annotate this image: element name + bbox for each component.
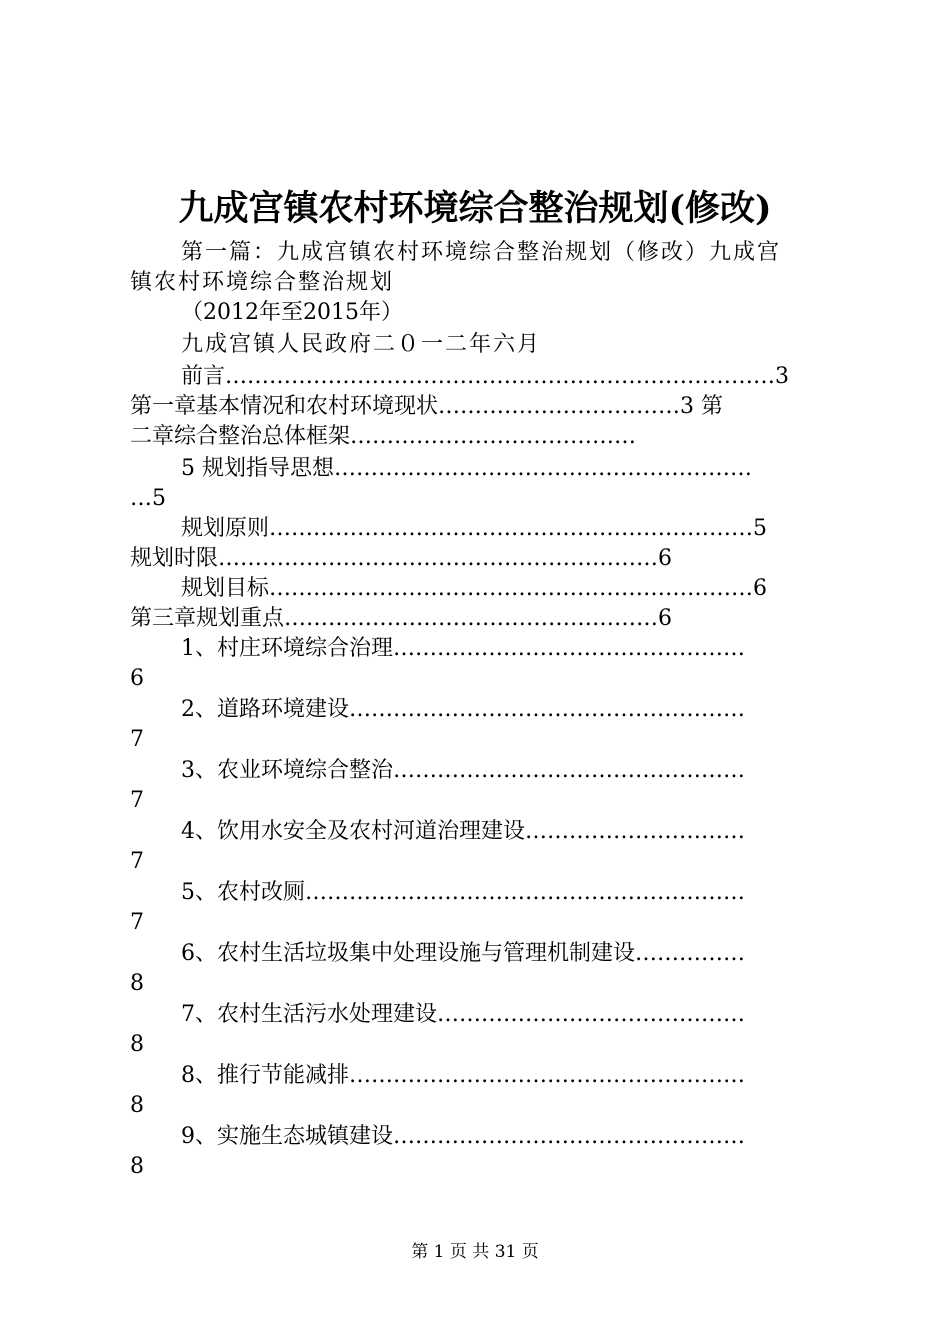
intro-line-1: 第一篇：九成宫镇农村环境综合整治规划（修改）九成宫 [181, 240, 782, 265]
toc-item-text: 2、道路环境建设……………………………………………… [181, 697, 745, 722]
toc-item-page: 7 [130, 910, 144, 935]
toc-item-page: 7 [130, 727, 144, 752]
toc-item-text: 7、农村生活污水处理建设…………………………………… [181, 1002, 745, 1027]
toc-item-page: 7 [130, 788, 144, 813]
toc-guidance: 5 规划指导思想………………………………………………… [181, 456, 752, 481]
toc-principles: 规划原则…………………………………………………………5 [181, 516, 767, 541]
toc-chapter3: 第三章规划重点……………………………………………6 [130, 606, 672, 631]
toc-time-limit: 规划时限……………………………………………………6 [130, 546, 672, 571]
toc-item-page: 6 [130, 666, 144, 691]
toc-item-text: 6、农村生活垃圾集中处理设施与管理机制建设…………… [181, 941, 745, 966]
toc-item-text: 5、农村改厕…………………………………………………… [181, 880, 745, 905]
intro-line-2: 镇农村环境综合整治规划 [130, 270, 395, 295]
date-range: （2012年至2015年） [181, 300, 403, 325]
toc-item-page: 8 [130, 1032, 144, 1057]
toc-item-page: 8 [130, 1154, 144, 1179]
toc-goals: 规划目标…………………………………………………………6 [181, 576, 767, 601]
toc-preface: 前言…………………………………………………………………3 [181, 364, 789, 389]
toc-item-page: 8 [130, 1093, 144, 1118]
page-footer: 第 1 页 共 31 页 [411, 1242, 539, 1262]
toc-item-page: 8 [130, 971, 144, 996]
toc-chapter2-line: 二章综合整治总体框架………………………………… [130, 424, 637, 449]
toc-item-text: 1、村庄环境综合治理………………………………………… [181, 636, 745, 661]
toc-chapter1-line: 第一章基本情况和农村环境现状……………………………3 第 [130, 394, 723, 419]
toc-item-text: 4、饮用水安全及农村河道治理建设………………………… [181, 819, 745, 844]
issuer-line: 九成宫镇人民政府二０一二年六月 [181, 332, 542, 357]
toc-item-page: 7 [130, 849, 144, 874]
toc-item-text: 8、推行节能减排……………………………………………… [181, 1063, 745, 1088]
toc-item-text: 9、实施生态城镇建设………………………………………… [181, 1124, 745, 1149]
toc-item-text: 3、农业环境综合整治………………………………………… [181, 758, 745, 783]
toc-guidance-page: …5 [130, 486, 166, 511]
document-title: 九成宫镇农村环境综合整治规划(修改) [178, 188, 772, 229]
